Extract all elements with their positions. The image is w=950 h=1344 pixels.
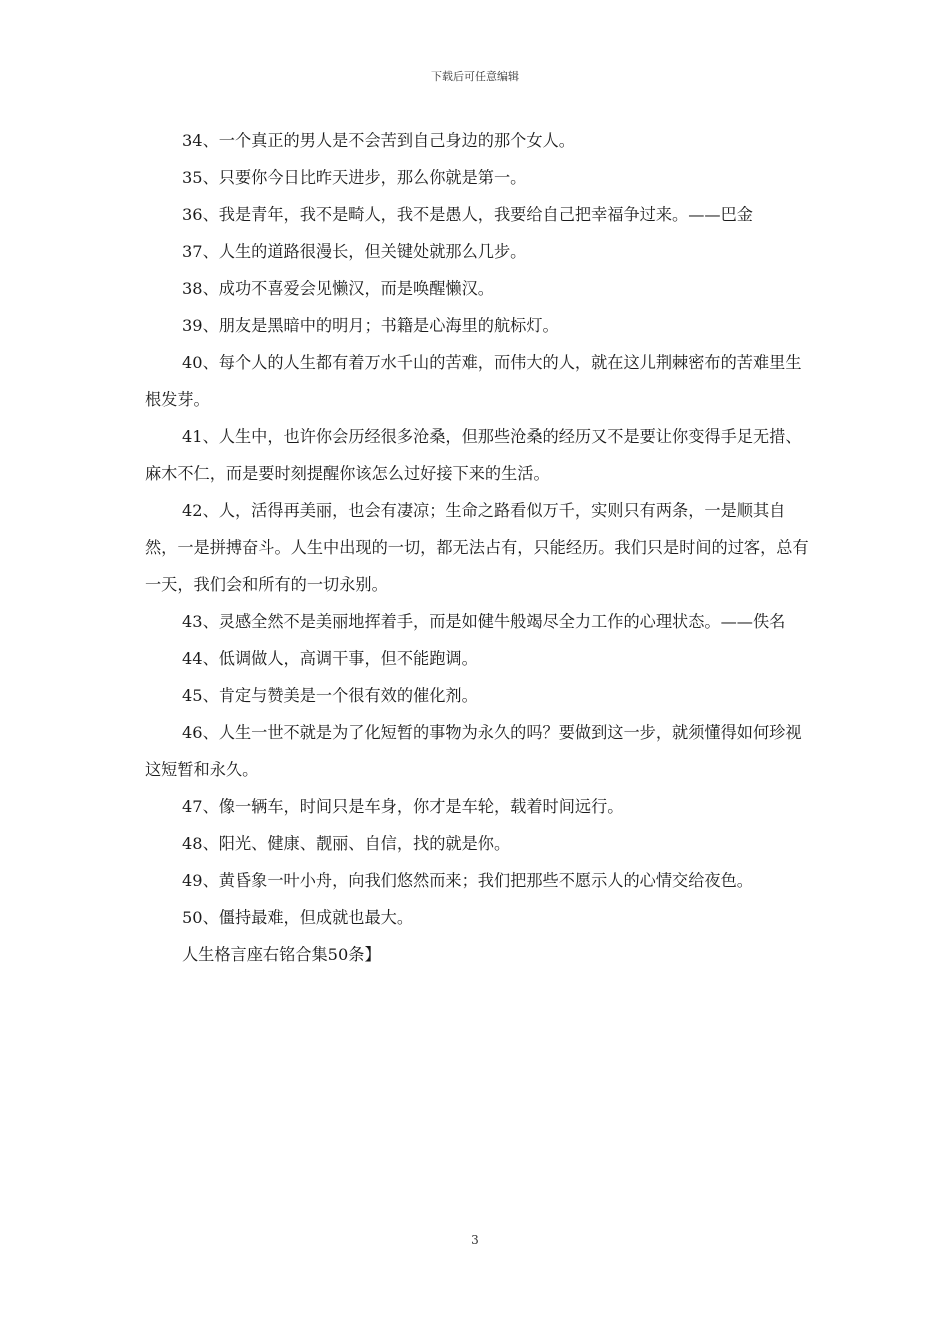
page-number: 3: [471, 1233, 479, 1247]
paragraph: 34、一个真正的男人是不会苦到自己身边的那个女人。: [182, 131, 575, 150]
paragraph: 42、人，活得再美丽，也会有凄凉；生命之路看似万千，实则只有两条，一是顺其自然，一是拼搏奋斗。人生中出现的一切，都无法占有，只能经历。我们只是时间的过客，总有一天，我们会和所有的一切永别。: [145, 501, 809, 594]
paragraph: 50、僵持最难，但成就也最大。: [182, 908, 414, 927]
paragraph: 39、朋友是黑暗中的明月；书籍是心海里的航标灯。: [182, 316, 559, 335]
paragraph: 44、低调做人，高调干事，但不能跑调。: [182, 649, 478, 668]
document-body: [145, 122, 810, 973]
paragraph: 36、我是青年，我不是畸人，我不是愚人，我要给自己把幸福争过来。——巴金: [182, 205, 753, 224]
paragraph: 47、像一辆车，时间只是车身，你才是车轮，载着时间远行。: [182, 797, 624, 816]
closing-line: 人生格言座右铭合集50条】: [182, 945, 381, 964]
paragraph: 46、人生一世不就是为了化短暂的事物为永久的吗？要做到这一步，就须懂得如何珍视这短暂和永久。: [145, 723, 802, 779]
paragraph: 40、每个人的人生都有着万水千山的苦难，而伟大的人，就在这儿荆棘密布的苦难里生根发芽。: [145, 353, 802, 409]
paragraph: 48、阳光、健康、靓丽、自信，找的就是你。: [182, 834, 511, 853]
paragraph: 37、人生的道路很漫长，但关键处就那么几步。: [182, 242, 527, 261]
paragraph: 45、肯定与赞美是一个很有效的催化剂。: [182, 686, 478, 705]
paragraph: 49、黄昏象一叶小舟，向我们悠然而来；我们把那些不愿示人的心情交给夜色。: [182, 871, 753, 890]
paragraph: 35、只要你今日比昨天进步，那么你就是第一。: [182, 168, 527, 187]
paragraph: 38、成功不喜爱会见懒汉，而是唤醒懒汉。: [182, 279, 494, 298]
paragraph: 43、灵感全然不是美丽地挥着手，而是如健牛般竭尽全力工作的心理状态。——佚名: [182, 612, 786, 631]
page-header: 下载后可任意编辑: [431, 70, 519, 83]
paragraph: 41、人生中，也许你会历经很多沧桑，但那些沧桑的经历又不是要让你变得手足无措、麻木不仁，而是要时刻提醒你该怎么过好接下来的生活。: [145, 427, 802, 483]
